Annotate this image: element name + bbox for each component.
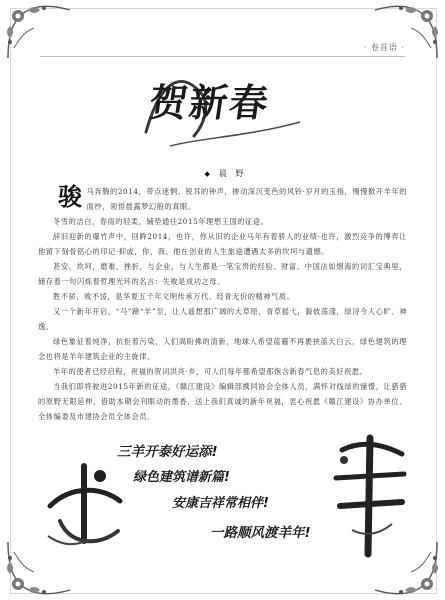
slogan-line: 三羊开泰好运添! bbox=[117, 444, 218, 460]
paragraph: 羊年的使者已经启程，祝福的贺词洪亮·乡，可人们每年都希望那饱含新春气息的美好祝愿。 bbox=[53, 367, 368, 376]
author-byline bbox=[0, 168, 445, 179]
bullet-icon: ◆ bbox=[204, 170, 213, 178]
paragraph: 骏马奔腾的2014，带点迷惘、锐耳的钟声，掺动深沉变色的风铃·岁月的玉指，慢慢掀开羊年的面纱，领悟晨露梦幻般的真眼。 bbox=[58, 182, 407, 211]
paragraph: 胜不骄，败不馁，是华夏五千年文明传承万代、经青无价的精神气质。 bbox=[53, 292, 295, 301]
column-tag: · 卷首语 · bbox=[363, 43, 405, 52]
slogan-block bbox=[0, 432, 445, 572]
paragraph: 甚安，坎坷，磨难，挫折，与企业，与人生都是一笔宝贵的经验、财富。中国法如烟海的词汇宝典里，储存着一句闪烁着哲理光环的名言：失败是成功之母。 bbox=[38, 262, 407, 286]
slogan-line: 绿色建筑谱新篇! bbox=[133, 470, 230, 485]
floral-corner-ornament bbox=[371, 2, 441, 62]
slogan-line: 安康吉祥常相伴! bbox=[172, 496, 269, 511]
drop-cap: 骏 bbox=[58, 182, 83, 211]
floral-corner-ornament bbox=[4, 2, 74, 62]
author-name: 晨 野 bbox=[218, 169, 247, 178]
paragraph: 辞旧迎新的爆竹声中，回眸2014，也许，你从旧的企业马年有着骄人的业绩·也许，激烈竞争的博弈让他留下刻骨铭心的印记·抑或，你、我、他在创业的人生旅途遭遇太多的坎坷与遗憾。 bbox=[38, 232, 407, 256]
paragraph: 冬雪的洁白，春雨的轻柔，铺垫通往2015年理想王国的征途。 bbox=[53, 217, 269, 226]
paragraph: 当我们即将驶进2015年新的征途，《赣江建设》编辑部携同协会全体人员，满怀对线绿的憧憬，让猎猎的原野无限延伸，借助本期会刊眼动的墨香，送上我们真诚的新年祝福，衷心祝愿《赣江建设》协办单位、全体编委及市建协会员全体会员。 bbox=[38, 382, 407, 421]
slogan-line: 一路顺风渡羊年! bbox=[210, 525, 311, 541]
paragraph: 绿色象征着纯净，抗拒着污染，人们渴盼拂的清新，地球人希望蓝霾不再裹挟蓝天白云，绿色建筑的理念也将是羊年建筑企业的主旋律。 bbox=[38, 337, 407, 361]
header-divider bbox=[40, 56, 405, 57]
paragraph: 又一个新年开启，“马”蹄“羊”至，让人遥想那广阔的大草原，青草摇弋，滁彼荡漾，绿浔今人心旷、神逸。 bbox=[38, 307, 407, 331]
page-title: 贺新春 bbox=[146, 80, 273, 125]
article-body bbox=[38, 184, 407, 424]
